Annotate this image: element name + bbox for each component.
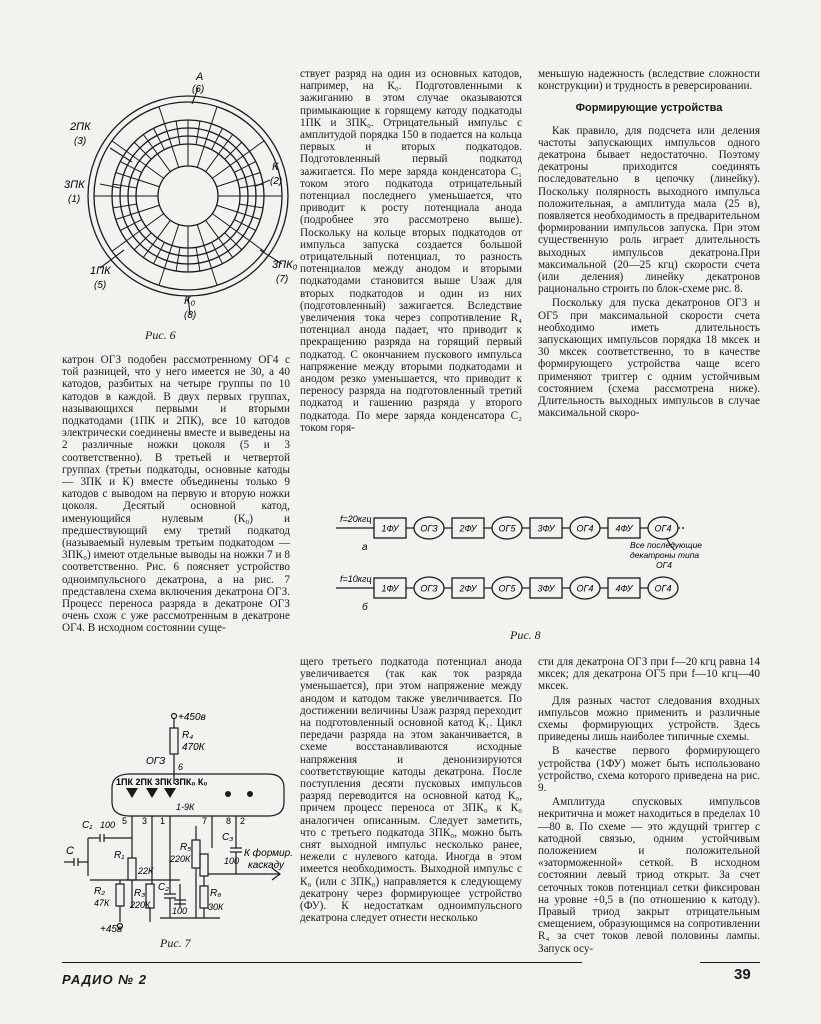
fig7-label-19k: 1-9К	[176, 802, 195, 812]
fig7-label-tube-name: ОГЗ	[146, 756, 166, 767]
fig6-label-1pk-pin: (5)	[94, 280, 107, 291]
fig6-label-3pk0-pin: (7)	[276, 274, 289, 285]
paragraph: меньшую надежность (вследствие сложности конструкции) и трудность в реверсировании.	[538, 68, 760, 93]
cathode-spoke	[113, 204, 137, 208]
fig7-label-c2: C₂	[158, 882, 170, 893]
fig8-block-label: 4ФУ	[615, 523, 633, 534]
page-number: 39	[734, 966, 751, 983]
fig7-pin-3: 3	[142, 816, 148, 826]
cathode-spoke	[176, 121, 180, 145]
fig8-block-label: ОГ4	[654, 523, 672, 534]
fig8-block-label: ОГЗ	[420, 523, 438, 534]
paragraph: Поскольку для пуска декатронов ОГЗ и ОГ5 при максимальной скорости счета необходимо иметь длительность запускающих импульсов порядка 18 мксек и 30 мксек соответственно, то в качестве формирующего устройства чаще всего применяют триггер с одним устойчивым состоянием (схема рассмотрена ниже). Длительность выходных импульсов в случае максимальной скоро-	[538, 297, 760, 420]
fig8-row2-label: б	[362, 602, 368, 613]
fig7-pin-1: 1	[160, 816, 166, 826]
footer-rule-left	[62, 962, 582, 963]
fig7-label-r1: R₁	[114, 850, 125, 861]
fig8-block-label: ОГЗ	[420, 583, 438, 594]
fig6-label-anode: А	[196, 71, 204, 83]
cathode-spoke	[176, 247, 180, 271]
figure-6-diagram	[60, 68, 310, 328]
fig7-label-r4-value: 470К	[182, 742, 205, 753]
fig8-row2-frequency: f=10кгц	[340, 574, 372, 584]
fig8-row1-label: а	[362, 542, 368, 553]
paragraph: ствует разряд на один из основных катодов, например, на К₀. Подготовленными к зажиганию в этом случае оказываются примыкающие к горящему катоду подкатоды 1ПК и 3ПК₀. Отрицательный импульс с амплитудой порядка 150 в подается на кольца первых и вторых подкатодов. Подготовленный первый подкатод зажигается. По мере заряда конденсатора C₁ током этого подкатода отрицательный потенциал последнего уменьшается, что приводит к росту потенциала анода (подробнее это рассмотрено выше). Поскольку на кольце вторых подкатодов от импульса запуска создается большой отрицательный потенциал, то разность потенциалов между анодом и вторыми подкатодами становится выше Uзаж для вторых подкатодов и один из них (подготовленный) зажигается. Вследствие увеличения тока через сопротивление R₄ потенциал анода падает, что приводит к прекращению разряда на горящий первый подкатод. С окончанием пускового импульса напряжение между вторыми подкатодами и анодом резко уменьшается, что приводит к переносу разряда на подготовленный третий подкатод и гашению разряда у второго подкатода. По мере заряда конденсатора C₂ током горя-	[300, 68, 522, 434]
fig6-label-k0-pin: (8)	[184, 310, 197, 321]
figure-7-schematic	[60, 708, 300, 938]
fig6-label-k0: К₀	[184, 295, 196, 307]
column-3-bottom	[538, 656, 760, 957]
fig7-label-c1-value: 100	[100, 820, 116, 830]
fig7-label-tube-cathodes: 1ПК 2ПК 3ПК 3ПК₀ К₀	[116, 777, 208, 787]
figure-7-caption: Рис. 7	[160, 936, 191, 950]
fig7-pin-2: 2	[240, 816, 246, 826]
paragraph: Как правило, для подсчета или деления частоты запускающих импульсов одного декатрона бывает недостаточно. Поэтому декатроны приходится соединять последовательно в цепочку (линейку). Поскольку полярность выходного импульса положительная, а амплитуда мала (25 в), появляется необходимость в предварительном формировании импульсов запуска. При этом существенную роль играет длительность выходных импульсов декатрона.При максимальной (20—25 кгц) скорости счета (или деления) линейку декатронов рационально строить по блок-схеме рис. 8.	[538, 124, 760, 296]
fig7-label-r4: R₄	[182, 730, 194, 741]
cathode-spoke	[196, 121, 200, 145]
fig8-block-label: 1ФУ	[381, 583, 399, 594]
column-2-bottom	[300, 656, 522, 926]
fig7-label-c1: C₁	[82, 820, 93, 831]
cathode-spoke	[239, 204, 263, 208]
fig7-label-output-2: каскаду	[248, 860, 284, 871]
fig8-block-label: ОГ4	[576, 583, 594, 594]
fig7-label-r6-value: 30К	[208, 902, 224, 912]
fig8-block-label: ОГ4	[576, 523, 594, 534]
fig7-label-v45: +45в	[100, 924, 123, 935]
fig7-label-r5-value: 220К	[170, 854, 191, 864]
fig6-label-k: К	[272, 161, 279, 173]
fig7-label-c2-value: 100	[172, 906, 188, 916]
figure-8-caption: Рис. 8	[510, 628, 541, 642]
fig8-block-label: 2ФУ	[459, 583, 477, 594]
fig7-label-r6: R₆	[210, 888, 222, 899]
fig7-label-r3: R₃	[134, 888, 146, 899]
fig8-note-2: декатроны типа	[630, 550, 700, 560]
fig7-label-supply: +450в	[178, 712, 206, 723]
fig8-block-label: ОГ4	[654, 583, 672, 594]
paragraph: В качестве первого формирующего устройства (1ФУ) может быть использовано устройство, схема которого приведена на рис. 9.	[538, 745, 760, 795]
fig8-note-1: Все последующие	[630, 540, 703, 550]
column-2-top	[300, 68, 522, 436]
fig7-label-r1-value: 22К	[138, 866, 154, 876]
fig7-label-c: C	[66, 845, 74, 857]
fig8-block-label: 3ФУ	[537, 583, 555, 594]
footer-rule-right	[700, 962, 760, 963]
figure-8-block-diagram	[300, 508, 762, 624]
paragraph: катрон ОГЗ подобен рассмотренному ОГ4 с той разницей, что у него имеется не 30, а 40 катодов, разбитых на четыре группы по 10 катодов в каждой. В двух первых группах, называющихся первыми и вторыми подкатодами (1ПК и 2ПК), все 10 катодов электрически соединены вместе и выведены на 2 различные ножки цоколя (5 и 3 соответственно). В третьей и четвертой группах (третьи подкатоды, основные катоды — 3ПК и К) вместе объединены только 9 катодов с выводом на первую и вторую ножки цоколя. Десятый основной катод, именующийся нулевым (К₀) и предшествующий ему третий подкатод (называемый нулевым третьим подкатодом — 3ПК₀) имеют отдельные выводы на ножки 7 и 8 соответственно. Рис. 6 поясняет устройство одноимпульсного декатрона, а на рис. 7 представлена схема включения декатрона ОГЗ. Процесс переноса разряда в декатроне ОГЗ очень схож с уже рассмотренным в декатроне ОГ4. В исходном состоянии суще-	[62, 354, 290, 635]
fig6-label-3pk0: 3ПК₀	[272, 259, 298, 271]
fig8-block-label: 2ФУ	[459, 523, 477, 534]
figure-6-caption: Рис. 6	[145, 328, 176, 342]
column-3-top	[538, 68, 760, 421]
paragraph: щего третьего подкатода потенциал анода увеличивается (так как ток разряда уменьшается), при этом напряжение между анодом и катодом также увеличивается. По достижении величины Uзаж разряд переходит на подготовленный основной катод К₁. Цикл передачи разряда на этом заканчивается, в схеме восстанавливаются исходные напряжения и денонизируются соответствующие катоды декатрона. После поступления десяти пусковых импульсов разряд переводится на основной катод К₀, причем процесс переноса от 3ПК₀ к К₀ аналогичен описанным. Следует заметить, что с третьего подкатода 3ПК₀, можно быть снят выходной импульс несколько ранее, нежели с нулевого катода. Иногда в этом имеется необходимость. Выходной импульс с К₀ (или с 3ПК₀) направляется к следующему декатрону через формирующее устройство (ФУ). К недостаткам одноимпульсного декатрона следует отнести несколько	[300, 656, 522, 925]
fig8-block-label: ОГ5	[498, 523, 516, 534]
fig7-label-c3-value: 100	[224, 856, 240, 866]
paragraph: Амплитуда спусковых импульсов некритична и может находиться в пределах 10—80 в. По схеме — это ждущий триггер с катодной связью, одним устойчивым положением и положительной «заторможенной» сеткой. В исходном состоянии левый триод открыт. За счет сеточных токов потенциал сетки фиксирован на уровне +0,5 в (по отношению к катоду). Правый триод закрыт отрицательным смещением, образующимся на сопротивлении R₄ за счет токов левой половины лампы. Запуск осу-	[538, 796, 760, 955]
fig8-block-label: ОГ5	[498, 583, 516, 594]
fig7-pin-7: 7	[202, 816, 208, 826]
fig6-label-3pk-pin: (1)	[68, 194, 81, 205]
fig7-label-pin6: 6	[178, 762, 184, 772]
fig8-block-label: 4ФУ	[615, 583, 633, 594]
fig8-row1-frequency: f=20кгц	[340, 514, 372, 524]
fig6-label-k-pin: (2)	[270, 176, 283, 187]
fig7-pin-8: 8	[226, 816, 232, 826]
section-heading: Формирующие устройства	[575, 102, 723, 115]
fig6-label-2pk: 2ПК	[70, 121, 91, 133]
cathode-spoke	[196, 247, 200, 271]
fig6-label-1pk: 1ПК	[90, 265, 111, 277]
magazine-name: РАДИО № 2	[62, 972, 147, 987]
paragraph: Для разных частот следования входных импульсов можно применить и различные схемы формирующих устройств. Здесь приведены лишь наиболее типичные схемы.	[538, 694, 760, 744]
fig7-label-r3-value: 220К	[130, 900, 151, 910]
column-1-top	[62, 354, 290, 637]
fig8-block-label: 3ФУ	[537, 523, 555, 534]
fig6-label-2pk-pin: (3)	[74, 136, 87, 147]
fig7-label-output: К формир.	[244, 848, 293, 859]
fig8-note-3: ОГ4	[656, 560, 672, 570]
fig7-label-c3: C₃	[222, 832, 234, 843]
fig7-label-r5: R₅	[180, 842, 192, 853]
fig7-label-r2-value: 47К	[94, 898, 110, 908]
fig6-label-anode-pin: (6)	[192, 84, 205, 95]
fig8-block-label: 1ФУ	[381, 523, 399, 534]
paragraph: сти для декатрона ОГЗ при f—20 кгц равна 14 мксек; для декатрона ОГ5 при f—10 кгц—40 мксек.	[538, 656, 760, 693]
fig7-pin-5: 5	[122, 816, 128, 826]
fig6-label-3pk: 3ПК	[64, 179, 85, 191]
fig7-label-r2: R₂	[94, 886, 106, 897]
